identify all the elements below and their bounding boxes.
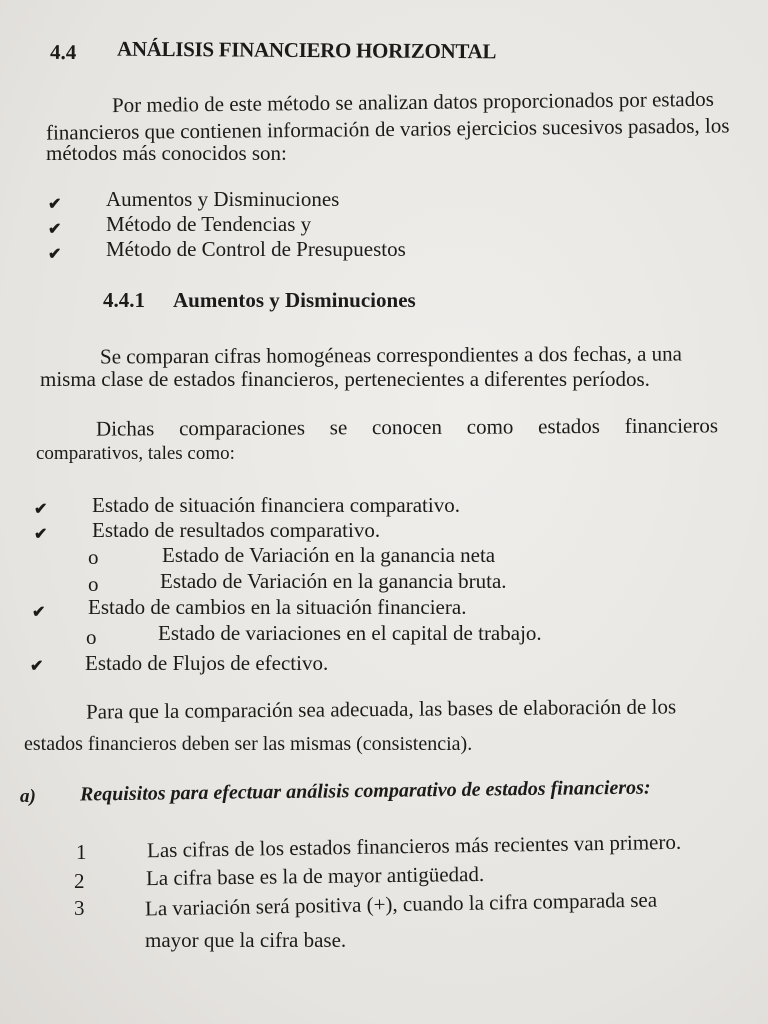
checkmark-icon: ✔ <box>48 246 62 263</box>
requirement-number: 1 <box>76 840 87 864</box>
method-item: Método de Control de Presupuestos <box>106 237 406 261</box>
para1-line-1: Se comparan cifras homogéneas correspondientes a dos fechas, a una <box>99 341 683 369</box>
para1-line-2: misma clase de estados financieros, pertenecientes a diferentes períodos. <box>40 367 650 391</box>
intro-line-1: Por medio de este método se analizan datos proporcionados por estados <box>111 86 714 118</box>
checkmark-icon: ✔ <box>34 526 48 543</box>
requirement-text: La cifra base es la de mayor antigüedad. <box>145 861 485 891</box>
subsection-title: Aumentos y Disminuciones <box>173 288 416 312</box>
para3-line-1: Para que la comparación sea adecuada, las bases de elaboración de los <box>85 694 677 724</box>
requirement-text: Las cifras de los estados financieros más recientes van primero. <box>146 829 682 863</box>
requirement-number: 2 <box>74 869 85 893</box>
method-item: Aumentos y Disminuciones <box>106 187 340 211</box>
checkmark-icon: ✔ <box>34 501 48 518</box>
checkmark-icon: ✔ <box>30 658 44 675</box>
statement-subitem: Estado de Variación en la ganancia bruta. <box>160 569 507 593</box>
requirement-number: 3 <box>74 896 85 920</box>
requirements-heading: Requisitos para efectuar análisis comparativo de estados financieros: <box>79 776 651 806</box>
statement-subitem: Estado de variaciones en el capital de trabajo. <box>158 621 542 645</box>
subsection-number: 4.4.1 <box>103 288 145 312</box>
statement-item: Estado de situación financiera comparativo. <box>92 493 460 517</box>
statement-item: Estado de Flujos de efectivo. <box>85 651 329 675</box>
section-title: ANÁLISIS FINANCIERO HORIZONTAL <box>116 36 497 64</box>
para2-line-1: Dichas comparaciones se conocen como estados financieros <box>95 413 719 441</box>
requirement-text-continued: mayor que la cifra base. <box>145 928 347 952</box>
sub-bullet-marker: o <box>88 545 99 569</box>
requirements-marker: a) <box>20 786 36 807</box>
sub-bullet-marker: o <box>88 572 99 596</box>
method-item: Método de Tendencias y <box>106 212 312 236</box>
statement-subitem: Estado de Variación en la ganancia neta <box>162 543 496 567</box>
para3-line-2: estados financieros deben ser las mismas (consistencia). <box>24 733 473 755</box>
checkmark-icon: ✔ <box>32 604 46 621</box>
section-number: 4.4 <box>49 39 77 65</box>
checkmark-icon: ✔ <box>48 221 62 238</box>
intro-line-2: financieros que contienen información de varios ejercicios sucesivos pasados, los <box>45 113 730 145</box>
checkmark-icon: ✔ <box>48 196 62 213</box>
requirement-text: La variación será positiva (+), cuando la cifra comparada sea <box>144 887 658 921</box>
sub-bullet-marker: o <box>86 625 97 649</box>
statement-item: Estado de resultados comparativo. <box>92 518 381 542</box>
statement-item: Estado de cambios en la situación financiera. <box>88 595 467 619</box>
intro-line-3: métodos más conocidos son: <box>46 141 287 165</box>
para2-line-2: comparativos, tales como: <box>36 443 235 464</box>
